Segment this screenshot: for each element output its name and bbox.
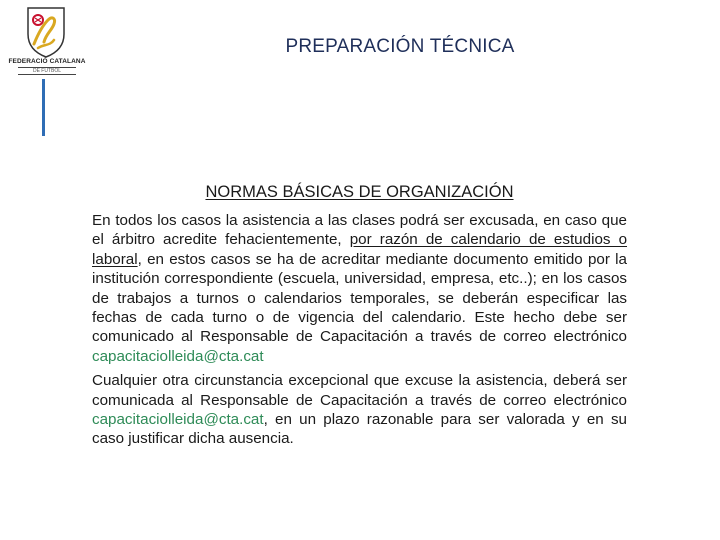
section-heading — [92, 183, 627, 202]
logo-subtext: DE FUTBOL — [18, 67, 76, 75]
paragraph-1 — [92, 211, 627, 366]
paragraph-2-part-1: Cualquier otra circunstancia excepcional que excuse la asistencia, deberá ser comunicada al Responsable de Capacitación a través de correo electrónico — [92, 372, 627, 409]
paragraph-1-part-1: En todos los casos la asistencia a las clases podrá ser excusada, en caso que el árbitro acredite fehacientemente, — [92, 212, 627, 249]
email-link-1[interactable]: capacitaciolleida@cta.cat — [92, 347, 264, 365]
paragraph-1-part-2: , en estos casos se ha de acreditar mediante documento emitido por la institución correspondiente (escuela, universidad, empresa, etc..); en los casos de trabajos a turnos o calendarios temporales, se deberán especificar las fechas de cada turno o de vigencia del calendario. Este hecho debe ser comunicado al Responsable de Capacitación a través de correo electrónico — [92, 250, 627, 346]
section-heading-text: NORMAS BÁSICAS DE ORGANIZACIÓN — [205, 183, 514, 201]
paragraph-2 — [92, 371, 627, 449]
email-link-2[interactable]: capacitaciolleida@cta.cat — [92, 411, 264, 429]
shield-logo-icon — [8, 4, 84, 60]
body-text — [92, 211, 627, 454]
accent-bar — [42, 79, 45, 136]
logo-text: FEDERACIÓ CATALANA — [8, 58, 86, 65]
federation-logo — [8, 4, 84, 74]
page-title: PREPARACIÓN TÉCNICA — [285, 36, 515, 57]
paragraph-2-part-2: , en un plazo razonable para ser valorada y en su caso justificar dicha ausencia. — [92, 411, 627, 448]
paragraph-1-underlined: por razón de calendario de estudios o laboral — [92, 231, 628, 268]
